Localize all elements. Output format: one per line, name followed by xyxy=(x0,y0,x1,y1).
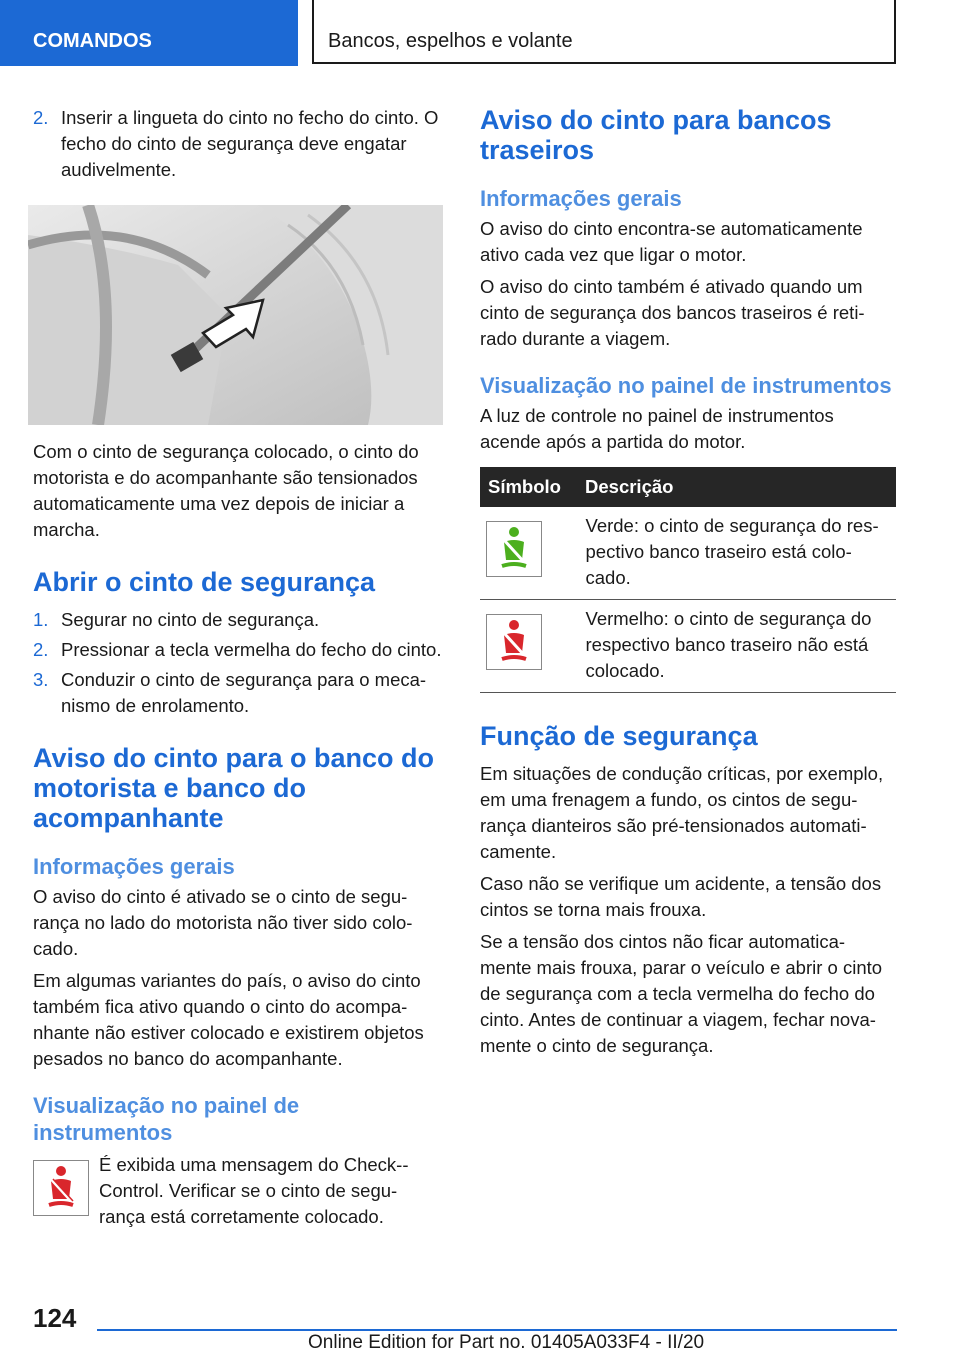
table-row xyxy=(480,507,896,600)
step-text: Conduzir o cinto de segurança para o meca-nismo de enrolamento. xyxy=(61,669,427,716)
symbol-table xyxy=(480,467,896,693)
page-header xyxy=(0,0,960,66)
seatbelt-green-icon xyxy=(486,521,542,577)
general-info-text-2: Em algumas variantes do país, o aviso do cinto também fica ativo quando o cinto do acompa-nhante não estiver colocado e existirem objetos pesados no banco do acompanhante. xyxy=(33,970,424,1069)
left-column xyxy=(33,105,443,1236)
rear-instrument-text: A luz de controle no painel de instrumentos acende após a partida do motor. xyxy=(480,405,834,452)
footer-divider xyxy=(97,1329,897,1331)
check-control-text: É exibida uma mensagem do Check--Control. Verificar se o cinto de segu-rança está corretamente colocado. xyxy=(99,1154,409,1227)
seatbelt-red-icon xyxy=(486,614,542,670)
rear-general-text-1: O aviso do cinto encontra-se automaticamente ativo cada vez que ligar o motor. xyxy=(480,218,863,265)
safety-text-2: Caso não se verifique um acidente, a tensão dos cintos se torna mais frouxa. xyxy=(480,873,882,920)
rear-general-heading: Informações gerais xyxy=(480,186,682,211)
section-label: COMANDOS xyxy=(0,0,298,66)
check-control-row xyxy=(33,1152,443,1236)
page-number: 124 xyxy=(33,1303,77,1333)
row-description: Verde: o cinto de segurança do res-pectivo banco traseiro está colo-cado. xyxy=(577,507,896,600)
description-column-header: Descrição xyxy=(577,467,896,507)
step-text: Segurar no cinto de segurança. xyxy=(61,609,320,630)
open-step-2 xyxy=(33,637,443,663)
general-info-heading: Informações gerais xyxy=(33,854,235,879)
symbol-column-header: Símbolo xyxy=(480,467,577,507)
open-step-1 xyxy=(33,607,443,633)
general-info-text-1: O aviso do cinto é ativado se o cinto de segu-rança no lado do motorista não tiver sido colo-cado. xyxy=(33,886,413,959)
seat-illustration xyxy=(28,205,443,425)
rear-general-text-2: O aviso do cinto também é ativado quando um cinto de segurança dos bancos traseiros é reti-rado durante a viagem. xyxy=(480,276,865,349)
photo-caption: Com o cinto de segurança colocado, o cinto do motorista e do acompanhante são tensionados automaticamente uma vez depois de iniciar a marcha. xyxy=(33,441,419,540)
edition-note: Online Edition for Part no. 01405A033F4 - II/20 xyxy=(308,1332,705,1353)
open-step-3 xyxy=(33,667,443,719)
step-number: 1. xyxy=(33,609,49,630)
instrument-display-heading: Visualização no painel de instrumentos xyxy=(33,1093,300,1145)
step-text: Inserir a lingueta do cinto no fecho do cinto. O fecho do cinto de segurança deve engatar audivelmente. xyxy=(61,107,439,180)
safety-text-3: Se a tensão dos cintos não ficar automatica-mente mais frouxa, parar o veículo e abrir o cinto de segurança com a tecla vermelha do fecho do cinto. Antes de continuar a viagem, fechar nova-mente o cinto de segurança. xyxy=(480,931,883,1056)
step-insert-tongue xyxy=(33,105,443,183)
chapter-title: Bancos, espelhos e volante xyxy=(312,0,896,64)
safety-function-heading: Função de segurança xyxy=(480,721,758,751)
step-number: 2. xyxy=(33,107,49,128)
safety-text-1: Em situações de condução críticas, por exemplo, em uma frenagem a fundo, os cintos de segu-rança dianteiros são pré-tensionados automati-camente. xyxy=(480,763,884,862)
seatbelt-buckle-photo xyxy=(28,205,443,425)
rear-instrument-heading: Visualização no painel de instrumentos xyxy=(480,373,892,398)
step-text: Pressionar a tecla vermelha do fecho do cinto. xyxy=(61,639,442,660)
step-number: 3. xyxy=(33,669,49,690)
right-column xyxy=(480,105,896,1065)
driver-warning-heading: Aviso do cinto para o banco do motorista e banco do acompanhante xyxy=(33,743,435,833)
step-number: 2. xyxy=(33,639,49,660)
open-seatbelt-heading: Abrir o cinto de segurança xyxy=(33,567,376,597)
table-row xyxy=(480,600,896,693)
rear-warning-heading: Aviso do cinto para bancos traseiros xyxy=(480,105,832,165)
row-description: Vermelho: o cinto de segurança do respectivo banco traseiro não está colocado. xyxy=(577,600,896,693)
seatbelt-red-icon xyxy=(33,1160,89,1216)
